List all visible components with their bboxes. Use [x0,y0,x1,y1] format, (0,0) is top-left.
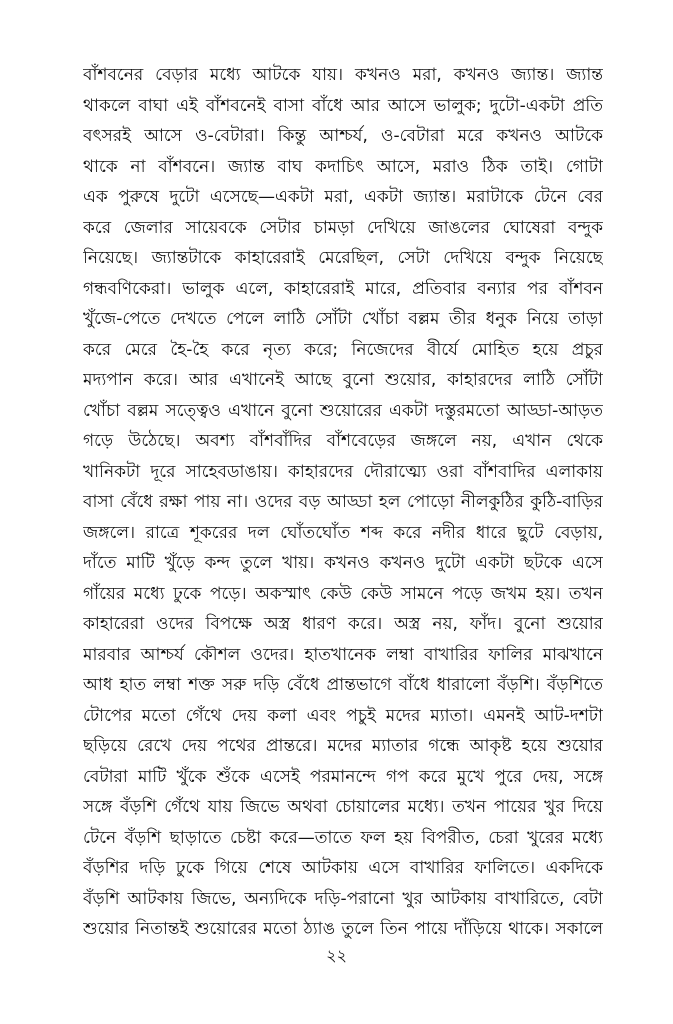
text-line: খোঁচা বল্লম সত্ত্বেও এখানে বুনো শুয়োরের একটা দস্তুরমতো আড্ডা-আড়ত [83,400,603,421]
text-line: বেটারা মাটি খুঁকে শুঁকে এসেই পরমানন্দে গপ করে মুখে পুরে দেয়, সঙ্গে [83,766,603,787]
text-line: বৎসরই আসে ও-বেটারা। কিন্তু আশ্চর্য, ও-বেটারা মরে কখনও আটকে [83,126,603,146]
text-line: বাসা বেঁধে রক্ষা পায় না। ওদের বড় আড্ডা হল পোড়ো নীলকুঠির কুঠি-বাড়ির [83,492,603,512]
text-line: জঙ্গলে। রাত্রে শূকরের দল ঘোঁতঘোঁত শব্দ করে নদীর ধারে ছুটে বেড়ায়, [83,522,603,543]
text-line: সঙ্গে বঁড়শি গেঁথে যায় জিভে অথবা চোয়ালের মধ্যে। তখন পায়ের খুর দিয়ে [83,797,603,817]
body-text [83,60,603,945]
text-line: দাঁতে মাটি খুঁড়ে কন্দ তুলে খায়। কখনও কখনও দুটো একটা ছটকে এসে [83,553,603,573]
text-line: গড়ে উঠেছে। অবশ্য বাঁশবাঁদির বাঁশবেড়ের জঙ্গলে নয়, এখান থেকে [83,431,603,451]
text-line: মদ্যপান করে। আর এখানেই আছে বুনো শুয়োর, কাহারদের লাঠি সোঁটা [83,370,603,390]
text-line: টেনে বঁড়শি ছাড়াতে চেষ্টা করে—তাতে ফল হয় বিপরীত, চেরা খুরের মধ্যে [83,827,603,848]
text-line: করে মেরে হৈ-হৈ করে নৃত্য করে; নিজেদের বীর্যে মোহিত হয়ে প্রচুর [83,339,603,360]
text-line: বাঁশবনের বেড়ার মধ্যে আটকে যায়। কখনও মরা, কখনও জ্যান্ত। জ্যান্ত [83,65,603,85]
text-line: বঁড়শির দড়ি ঢুকে গিয়ে শেষে আটকায় এসে বাখারির ফালিতে। একদিকে [83,858,603,878]
text-line: বঁড়শি আটকায় জিভে, অন্যদিকে দড়ি-পরানো খুর আটকায় বাখারিতে, বেটা [83,888,603,909]
text-line: গাঁয়ের মধ্যে ঢুকে পড়ে। অকস্মাৎ কেউ কেউ সামনে পড়ে জখম হয়। তখন [83,583,603,604]
text-line: থাকে না বাঁশবনে। জ্যান্ত বাঘ কদাচিৎ আসে, মরাও ঠিক তাই। গোটা [83,156,603,177]
text-line: এক পুরুষে দুটো এসেছে—একটা মরা, একটা জ্যান্ত। মরাটাকে টেনে বের [83,187,603,207]
text-line: থাকলে বাঘা এই বাঁশবনেই বাসা বাঁধে আর আসে ভালুক; দুটো-একটা প্রতি [83,95,603,116]
text-line: নিয়েছে। জ্যান্তটাকে কাহারেরাই মেরেছিল, সেটা দেখিয়ে বন্দুক নিয়েছে [83,248,603,268]
text-line: খানিকটা দূরে সাহেবডাঙায়। কাহারদের দৌরাত্ম্যে ওরা বাঁশবাদির এলাকায় [83,461,603,482]
text-line: টোপের মতো গেঁথে দেয় কলা এবং পচুই মদের ম্যাতা। এমনই আট-দশটা [83,705,603,726]
text-line: খুঁজে-পেতে দেখতে পেলে লাঠি সোঁটা খোঁচা বল্লম তীর ধনুক নিয়ে তাড়া [83,309,603,329]
text-line: মারবার আশ্চর্য কৌশল ওদের। হাতখানেক লম্বা বাখারির ফালির মাঝখানে [83,644,603,665]
text-line: করে জেলার সায়েবকে সেটার চামড়া দেখিয়ে জাঙলের ঘোষেরা বন্দুক [83,217,603,238]
text-line: ছড়িয়ে রেখে দেয় পথের প্রান্তরে। মদের ম্যাতার গন্ধে আকৃষ্ট হয়ে শুয়োর [83,736,603,756]
text-line: শুয়োর নিতান্তই শুয়োরের মতো ঠ্যাঙ তুলে তিন পায়ে দাঁড়িয়ে থাকে। সকালে [83,919,603,939]
text-line: আধ হাত লম্বা শক্ত সরু দড়ি বেঁধে প্রান্তভাগে বাঁধে ধারালো বঁড়শি। বঁড়শিতে [83,675,603,695]
text-line: কাহারেরা ওদের বিপক্ষে অস্ত্র ধারণ করে। অস্ত্র নয়, ফাঁদ। বুনো শুয়োর [83,614,603,634]
page-number: ২২ [326,946,347,965]
text-line: গন্ধবণিকেরা। ভালুক এলে, কাহারেরাই মারে, প্রতিবার বন্যার পর বাঁশবন [83,278,603,299]
